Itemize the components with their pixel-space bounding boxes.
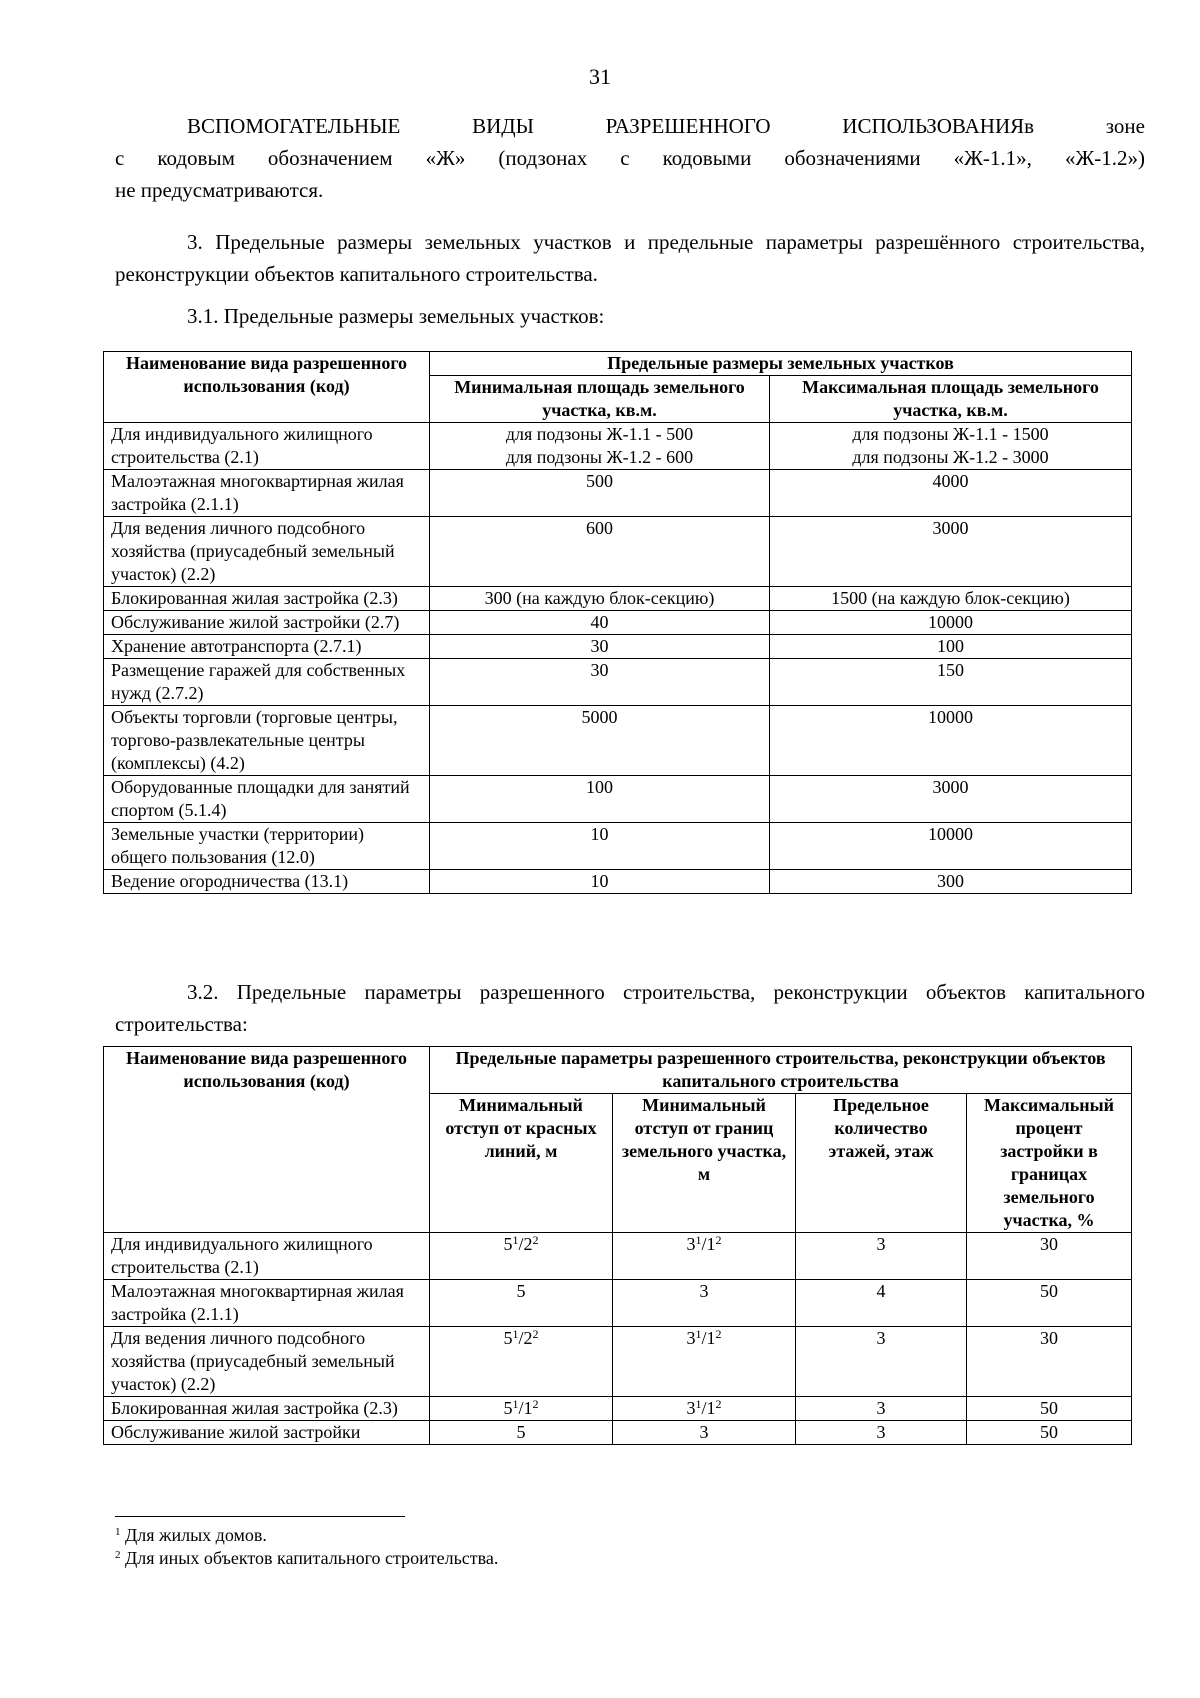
table1-cell-min: 600 [430, 517, 770, 587]
table-row [104, 1233, 1132, 1280]
table1-cell-name: Размещение гаражей для собственных нужд (2.7.2) [104, 659, 430, 706]
table1-header-name: Наименование вида разрешенного использования (код) [104, 352, 430, 423]
table1-cell-max: 3000 [770, 517, 1132, 587]
table1-cell-name: Малоэтажная многоквартирная жилая застройка (2.1.1) [104, 470, 430, 517]
table1-cell-max: 100 [770, 635, 1132, 659]
table1-cell-max: 300 [770, 870, 1132, 894]
table2-cell-red-line: $5^1/1^2$ [430, 1397, 613, 1421]
table1-cell-name: Ведение огородничества (13.1) [104, 870, 430, 894]
table2-cell-red-line: 5 [430, 1280, 613, 1327]
table1-cell-max: 10000 [770, 611, 1132, 635]
table1-cell-min: 300 (на каждую блок-секцию) [430, 587, 770, 611]
table1-header-max: Максимальная площадь земельного участка, кв.м. [770, 376, 1132, 423]
table2-header-name: Наименование вида разрешенного использования (код) [104, 1047, 430, 1233]
table-row [104, 659, 1132, 706]
table2-cell-coverage: 50 [967, 1397, 1132, 1421]
table2-cell-name: Для индивидуального жилищного строительства (2.1) [104, 1233, 430, 1280]
table2-cell-red-line: $5^1/2^2$ [430, 1327, 613, 1397]
footnote-1: $^1$ Для жилых домов. [115, 1525, 267, 1545]
table2-header-coverage: Максимальный процент застройки в границах земельного участка, % [967, 1094, 1132, 1233]
table1-cell-min: 40 [430, 611, 770, 635]
table1-cell-max: для подзоны Ж-1.1 - 1500 для подзоны Ж-1.2 - 3000 [770, 423, 1132, 470]
table-row [104, 706, 1132, 776]
table1-cell-min: 30 [430, 659, 770, 706]
table-row [104, 470, 1132, 517]
table-row [104, 776, 1132, 823]
table2-cell-coverage: 50 [967, 1421, 1132, 1445]
table1-cell-min: для подзоны Ж-1.1 - 500 для подзоны Ж-1.2 - 600 [430, 423, 770, 470]
table2-cell-name: Малоэтажная многоквартирная жилая застройка (2.1.1) [104, 1280, 430, 1327]
table2-header-group: Предельные параметры разрешенного строительства, реконструкции объектов капитального строительства [430, 1047, 1132, 1094]
table1-cell-name: Объекты торговли (торговые центры, торгово-развлекательные центры (комплексы) (4.2) [104, 706, 430, 776]
table-row [104, 423, 1132, 470]
paragraph-auxiliary-line3: не предусматриваются. [115, 178, 324, 202]
table2-cell-name: Для ведения личного подсобного хозяйства (приусадебный земельный участок) (2.2) [104, 1327, 430, 1397]
table-row [104, 823, 1132, 870]
table1-cell-max: 3000 [770, 776, 1132, 823]
table2-cell-floors: 3 [796, 1233, 967, 1280]
table-row [104, 1327, 1132, 1397]
footnote-separator [115, 1516, 405, 1517]
table2-cell-boundary: $3^1/1^2$ [613, 1327, 796, 1397]
table2-header-boundary-setback: Минимальный отступ от границ земельного участка, м [613, 1094, 796, 1233]
table1-cell-min: 10 [430, 823, 770, 870]
table1-cell-min: 10 [430, 870, 770, 894]
table1-cell-max: 10000 [770, 823, 1132, 870]
paragraph-auxiliary-line1: ВСПОМОГАТЕЛЬНЫЕ ВИДЫ РАЗРЕШЕННОГО ИСПОЛЬЗОВАНИЯв зоне [187, 114, 1145, 138]
table-row [104, 1397, 1132, 1421]
table-row [104, 870, 1132, 894]
table-row [104, 1280, 1132, 1327]
table1-cell-name: Земельные участки (территории) общего пользования (12.0) [104, 823, 430, 870]
table2-cell-floors: 3 [796, 1327, 967, 1397]
table1-cell-min: 30 [430, 635, 770, 659]
table2-cell-boundary: $3^1/1^2$ [613, 1397, 796, 1421]
table1-header-group: Предельные размеры земельных участков [430, 352, 1132, 376]
table1-cell-name: Оборудованные площадки для занятий спортом (5.1.4) [104, 776, 430, 823]
table2-header-floors: Предельное количество этажей, этаж [796, 1094, 967, 1233]
table1-cell-min: 5000 [430, 706, 770, 776]
table1-cell-name: Обслуживание жилой застройки (2.7) [104, 611, 430, 635]
table2-cell-coverage: 30 [967, 1233, 1132, 1280]
paragraph-section-3-1: 3.1. Предельные размеры земельных участков: [187, 304, 605, 328]
table-row [104, 587, 1132, 611]
table1-cell-name: Хранение автотранспорта (2.7.1) [104, 635, 430, 659]
table2-cell-name: Блокированная жилая застройка (2.3) [104, 1397, 430, 1421]
table1-cell-max: 10000 [770, 706, 1132, 776]
table1-cell-max: 1500 (на каждую блок-секцию) [770, 587, 1132, 611]
table2-cell-boundary: 3 [613, 1280, 796, 1327]
paragraph-section-3: 3. Предельные размеры земельных участков и предельные параметры разрешённого строительства, реконструкции объектов капитального строительства. [115, 230, 1145, 286]
table1-cell-name: Для индивидуального жилищного строительства (2.1) [104, 423, 430, 470]
table1-cell-max: 4000 [770, 470, 1132, 517]
table2-cell-name: Обслуживание жилой застройки [104, 1421, 430, 1445]
table-row [104, 1421, 1132, 1445]
table-build-params [103, 1046, 1132, 1445]
table1-cell-min: 500 [430, 470, 770, 517]
page-number: 31 [589, 64, 611, 89]
table1-cell-max: 150 [770, 659, 1132, 706]
table1-cell-min: 100 [430, 776, 770, 823]
paragraph-section-3-2: 3.2. Предельные параметры разрешенного строительства, реконструкции объектов капитального строительства: [115, 980, 1145, 1036]
paragraph-auxiliary-line2: с кодовым обозначением «Ж» (подзонах с кодовыми обозначениями «Ж-1.1», «Ж-1.2») [115, 146, 1145, 170]
table-row [104, 635, 1132, 659]
table-plot-sizes [103, 351, 1132, 894]
table2-cell-boundary: $3^1/1^2$ [613, 1233, 796, 1280]
table2-cell-floors: 3 [796, 1421, 967, 1445]
table2-cell-coverage: 50 [967, 1280, 1132, 1327]
table-row [104, 517, 1132, 587]
table-row [104, 611, 1132, 635]
table2-cell-boundary: 3 [613, 1421, 796, 1445]
table1-header-min: Минимальная площадь земельного участка, кв.м. [430, 376, 770, 423]
table2-cell-floors: 4 [796, 1280, 967, 1327]
table2-cell-red-line: 5 [430, 1421, 613, 1445]
table2-cell-red-line: $5^1/2^2$ [430, 1233, 613, 1280]
footnote-2: $^2$ Для иных объектов капитального строительства. [115, 1548, 499, 1568]
table2-cell-coverage: 30 [967, 1327, 1132, 1397]
table2-header-red-line-setback: Минимальный отступ от красных линий, м [430, 1094, 613, 1233]
table2-cell-floors: 3 [796, 1397, 967, 1421]
table1-cell-name: Для ведения личного подсобного хозяйства (приусадебный земельный участок) (2.2) [104, 517, 430, 587]
table1-cell-name: Блокированная жилая застройка (2.3) [104, 587, 430, 611]
